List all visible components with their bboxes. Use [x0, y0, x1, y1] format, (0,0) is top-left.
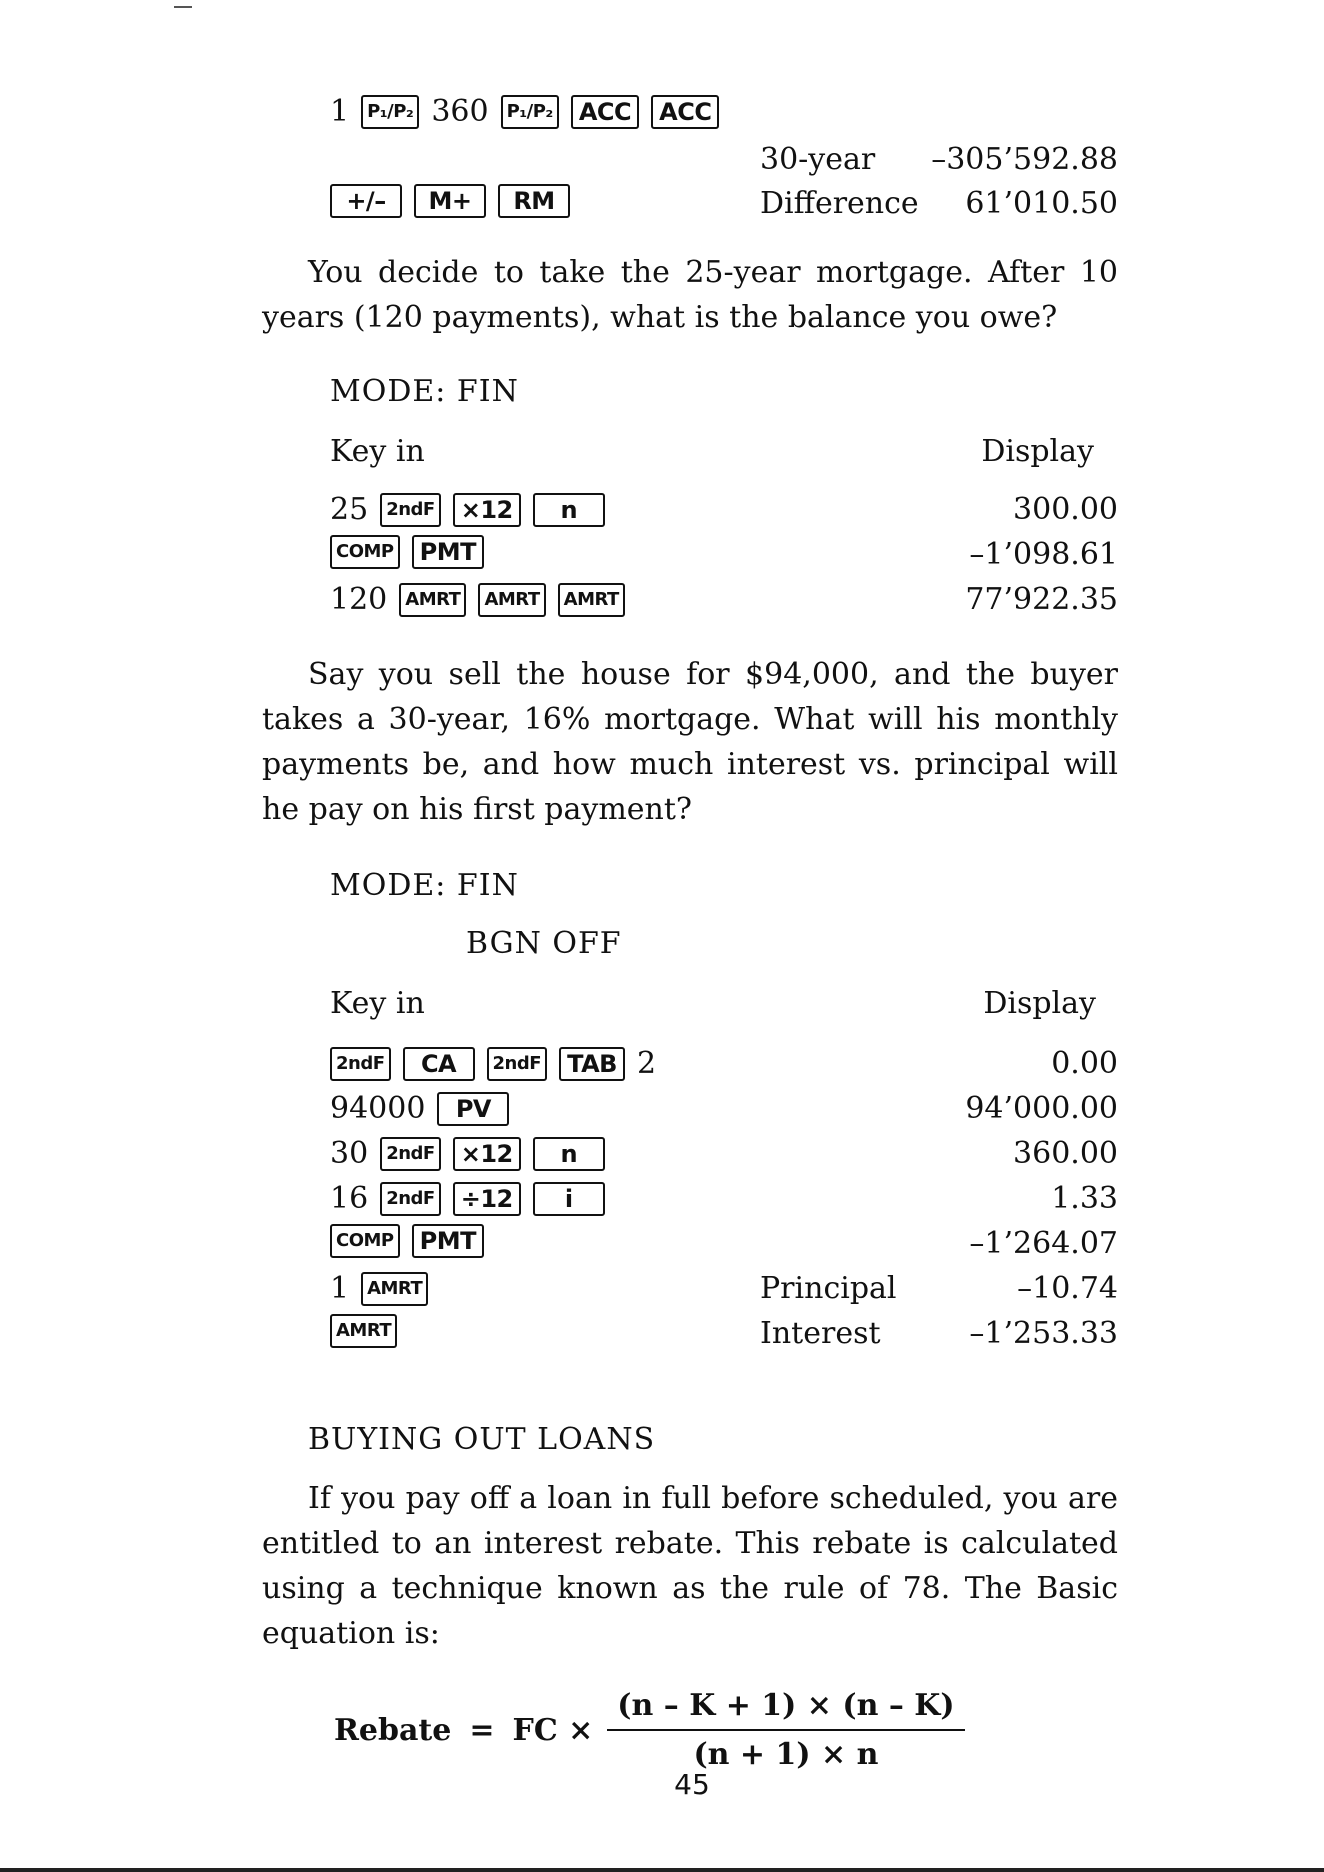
- number: 1: [330, 94, 350, 129]
- keystroke-sequence: [330, 580, 625, 620]
- example-2-header: [330, 984, 1118, 1024]
- example-1-header: [330, 432, 1118, 472]
- formula-numerator: (n – K + 1) × (n – K): [607, 1688, 964, 1731]
- entered-number: 120: [330, 582, 388, 617]
- keystroke-row: [330, 1089, 1118, 1129]
- acc-key: ACC: [571, 95, 639, 129]
- keystroke-row: [330, 1179, 1118, 1219]
- display-value: –1’253.33: [969, 1316, 1118, 1351]
- mode-label: MODE: FIN: [330, 868, 519, 903]
- page-edge: [0, 1868, 1324, 1872]
- key-in-label: Key in: [330, 986, 425, 1021]
- keystroke-sequence: [330, 1269, 428, 1309]
- memory-plus-key: M+: [414, 184, 486, 218]
- calculator-key: n: [533, 493, 605, 527]
- result-label: Difference: [760, 186, 919, 221]
- bgn-label: BGN OFF: [466, 926, 622, 961]
- display-value: 94’000.00: [965, 1091, 1118, 1126]
- calculator-key: i: [533, 1182, 605, 1216]
- keystroke-sequence: [330, 1179, 605, 1219]
- calculator-key: AMRT: [399, 583, 466, 617]
- acc-key: ACC: [651, 95, 719, 129]
- keystroke-row: [330, 1269, 1118, 1309]
- calculator-key: AMRT: [558, 583, 625, 617]
- display-label: Display: [981, 434, 1094, 469]
- paragraph-1: You decide to take the 25-year mortgage. After 10 years (120 payments), what is the balance you owe?: [262, 255, 1118, 335]
- entered-number: 1: [330, 1271, 350, 1306]
- calculator-key: n: [533, 1137, 605, 1171]
- keystroke-sequence: [330, 1089, 509, 1129]
- entered-number: 94000: [330, 1091, 426, 1126]
- result-label: Principal: [760, 1271, 897, 1306]
- paragraph-2: Say you sell the house for $94,000, and the buyer takes a 30-year, 16% mortgage. What will his monthly payments be, and how much interest vs. principal will he pay on his first payment?: [262, 657, 1118, 827]
- keystroke-sequence: [330, 1044, 656, 1084]
- sign-change-key: +/–: [330, 184, 402, 218]
- display-value: –1’264.07: [969, 1226, 1118, 1261]
- calculator-key: AMRT: [478, 583, 545, 617]
- display-value: 360.00: [1013, 1136, 1118, 1171]
- calculator-key: PV: [437, 1092, 509, 1126]
- calculator-key: ×12: [453, 493, 521, 527]
- recall-memory-key: RM: [498, 184, 570, 218]
- number: 360: [431, 94, 489, 129]
- top-example-row-2: [330, 140, 1118, 180]
- key-in-label: Key in: [330, 434, 425, 469]
- section-heading: BUYING OUT LOANS: [308, 1422, 656, 1457]
- keystroke-row: [330, 1044, 1118, 1084]
- formula-equals: =: [469, 1712, 495, 1748]
- calculator-key: PMT: [412, 535, 484, 569]
- calculator-key: COMP: [330, 535, 400, 569]
- calculator-key: COMP: [330, 1224, 400, 1258]
- calculator-key: AMRT: [330, 1314, 397, 1348]
- display-value: –1’098.61: [969, 537, 1118, 572]
- keystroke-row: [330, 1314, 1118, 1354]
- display-value: 300.00: [1013, 492, 1118, 527]
- p1p2-key: P₁/P₂: [361, 95, 419, 129]
- scan-mark: [174, 6, 192, 8]
- result-label: Interest: [760, 1316, 881, 1351]
- top-example-row-1: [330, 92, 1118, 132]
- result-value: 61’010.50: [965, 186, 1118, 221]
- top-example-row-3: [330, 184, 1118, 224]
- keystroke-sequence: [330, 1314, 397, 1348]
- display-value: 1.33: [1051, 1181, 1118, 1216]
- calculator-key: ÷12: [453, 1182, 521, 1216]
- keystroke-row: [330, 490, 1118, 530]
- formula-denominator: (n + 1) × n: [693, 1737, 879, 1772]
- calculator-key: 2ndF: [380, 1182, 441, 1216]
- keystroke-row: [330, 535, 1118, 575]
- calculator-key: TAB: [559, 1047, 625, 1081]
- keystroke-sequence: [330, 1134, 605, 1174]
- keystroke-row: [330, 580, 1118, 620]
- calculator-key: ×12: [453, 1137, 521, 1171]
- paragraph-3: If you pay off a loan in full before scheduled, you are entitled to an interest rebate. This rebate is calculated using a technique known as the rule of 78. The Basic equation is:: [262, 1481, 1118, 1651]
- page-number: 45: [674, 1768, 710, 1801]
- formula-fc: FC ×: [512, 1712, 594, 1748]
- entered-number: 16: [330, 1181, 369, 1216]
- calculator-key: PMT: [412, 1224, 484, 1258]
- formula-fraction: [607, 1688, 964, 1772]
- display-value: –10.74: [1017, 1271, 1118, 1306]
- keystroke-sequence: [330, 1224, 484, 1258]
- entered-number: 25: [330, 492, 369, 527]
- calculator-key: 2ndF: [330, 1047, 391, 1081]
- entered-number: 30: [330, 1136, 369, 1171]
- display-value: 0.00: [1051, 1046, 1118, 1081]
- calculator-key: 2ndF: [380, 493, 441, 527]
- mode-label: MODE: FIN: [330, 374, 519, 409]
- keystroke-sequence: [330, 490, 605, 530]
- result-label: 30-year: [760, 142, 876, 177]
- entered-number: 2: [636, 1046, 657, 1081]
- calculator-key: 2ndF: [487, 1047, 548, 1081]
- result-value: –305’592.88: [931, 142, 1118, 177]
- display-label: Display: [983, 986, 1096, 1021]
- keystroke-row: [330, 1134, 1118, 1174]
- formula-lhs: Rebate: [334, 1712, 452, 1748]
- p1p2-key: P₁/P₂: [501, 95, 559, 129]
- keystroke-sequence: [330, 535, 484, 569]
- calculator-key: AMRT: [361, 1272, 428, 1306]
- display-value: 77’922.35: [965, 582, 1118, 617]
- calculator-key: CA: [403, 1047, 475, 1081]
- calculator-key: 2ndF: [380, 1137, 441, 1171]
- keystroke-row: [330, 1224, 1118, 1264]
